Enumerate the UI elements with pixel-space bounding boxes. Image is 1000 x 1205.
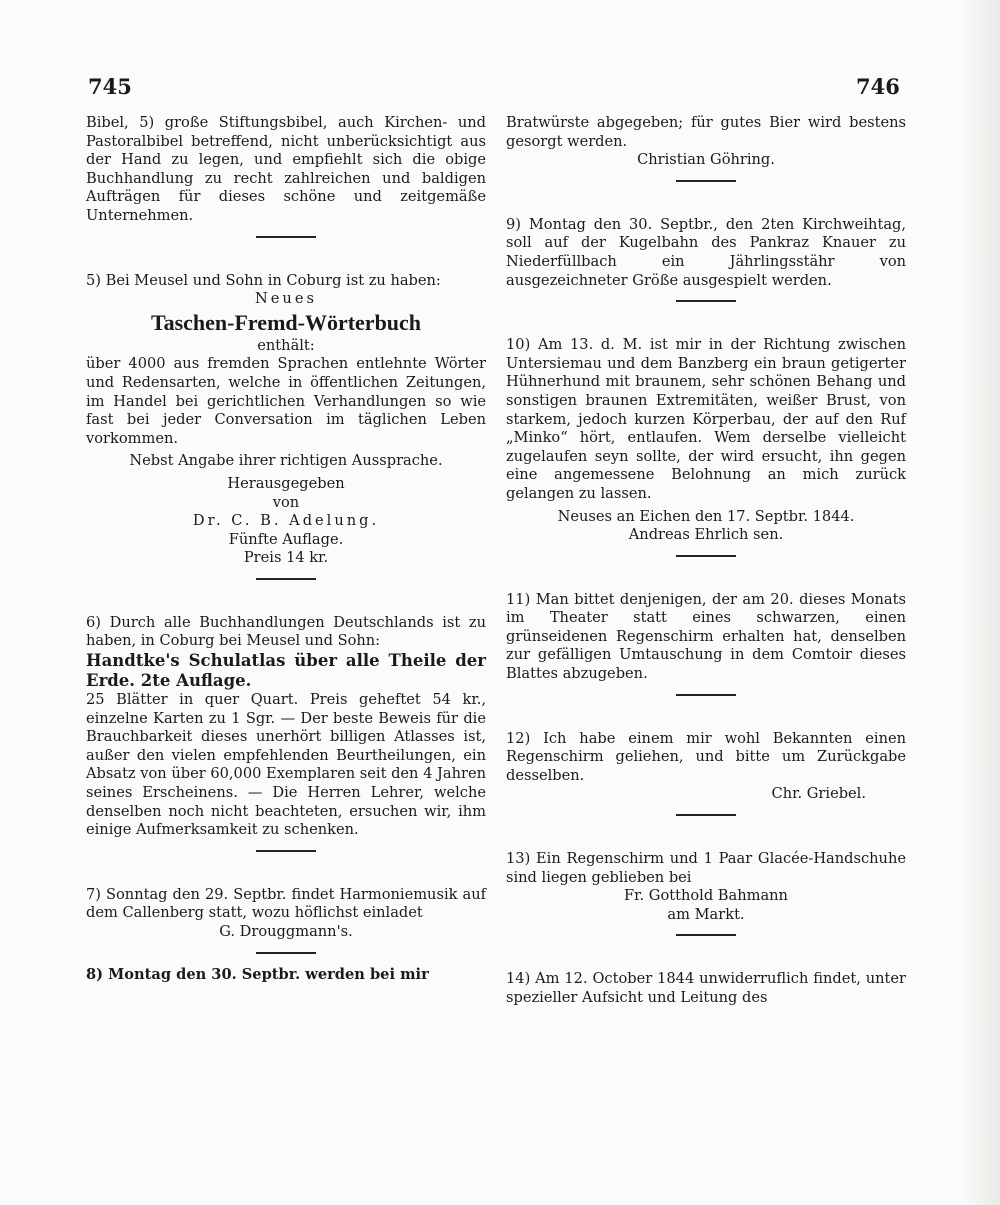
ad-13-body: 13) Ein Regenschirm und 1 Paar Glacée-Handschuhe sind liegen geblieben bei (506, 850, 906, 886)
ad-13-signature-2: am Markt. (667, 905, 745, 923)
ad-8-signature: Christian Göhring. (637, 151, 775, 169)
page-number-right: 746 (856, 74, 900, 99)
ad-5-herausgegeben: Herausgegeben (227, 474, 345, 492)
separator-rule (676, 934, 736, 936)
separator-rule (676, 555, 736, 557)
ad-10-place-date: Neuses an Eichen den 17. Septbr. 1844. (557, 507, 855, 525)
separator-rule (256, 952, 316, 954)
ad-5-enthaelt: enthält: (257, 336, 315, 354)
intro-paragraph: Bibel, 5) große Stiftungsbibel, auch Kirchen- und Pastoralbibel betreffend, nicht unberücksichtigt aus der Hand zu legen, und empfiehlt sich die obige Buchhandlung zu recht zahlreichen und baldigen Aufträgen für dieses schöne und zeitgemäße Unternehmen. (86, 114, 486, 224)
ad-5-edition: Fünfte Auflage. (228, 530, 344, 548)
ad-6-title: Handtke's Schulatlas über alle Theile der Erde. 2te Auflage. (86, 651, 486, 691)
ad-10-body: 10) Am 13. d. M. ist mir in der Richtung zwischen Untersiemau und dem Banzberg ein braun getigerter Hühnerhund mit braunem, sehr schönen Behang und sonstigen braunen Extremitäten, weißer Brust, von starkem, jedoch kurzen Körperbau, der auf den Ruf „Minko“ hört, entlaufen. Wem derselbe vielleicht zugelaufen seyn sollte, der wird ersucht, ihn gegen eine angemessene Belohnung an mich zurück gelangen zu lassen. (506, 336, 906, 502)
ad-8-start: 8) Montag den 30. Septbr. werden bei mir (86, 965, 429, 983)
ad-7-signature: G. Drouggmann's. (219, 923, 353, 940)
ad-5-body: über 4000 aus fremden Sprachen entlehnte Wörter und Redensarten, welche in öffentlichen Zeitungen, im Handel bei gerichtlichen Verhandlungen so wie fast bei jeder Conversation im täglichen Leben vorkommen. (86, 355, 486, 447)
ad-12-signature: Chr. Griebel. (771, 785, 866, 803)
ad-5-nebst: Nebst Angabe ihrer richtigen Aussprache. (129, 452, 443, 470)
ad-7-body: 7) Sonntag den 29. Septbr. findet Harmoniemusik auf dem Callenberg statt, wozu höflichst einladet (86, 885, 486, 922)
ad-13-signature-1: Fr. Gotthold Bahmann (624, 887, 788, 905)
ad-9-body: 9) Montag den 30. Septbr., den 2ten Kirchweihtag, soll auf der Kugelbahn des Pankraz Knauer zu Niederfüllbach ein Jährlingsstähr von ausgezeichneter Größe ausgespielt werden. (506, 215, 906, 289)
ad-5-title: Taschen-Fremd-Wörterbuch (150, 309, 422, 335)
ad-5-author: Dr. C. B. Adelung. (192, 512, 380, 530)
ad-10-signature: Andreas Ehrlich sen. (628, 526, 784, 544)
separator-rule (676, 694, 736, 696)
ad-5-price: Preis 14 kr. (243, 549, 329, 567)
page-number-left: 745 (88, 74, 132, 99)
separator-rule (676, 814, 736, 816)
ad-14-start: 14) Am 12. October 1844 unwiderruflich findet, unter spezieller Aufsicht und Leitung des (506, 970, 906, 1006)
ad-12-body: 12) Ich habe einem mir wohl Bekannten einen Regenschirm geliehen, und bitte um Zurückgabe desselben. (506, 729, 906, 784)
ad-6-body: 25 Blätter in quer Quart. Preis geheftet 54 kr., einzelne Karten zu 1 Sgr. — Der beste Beweis für die Brauchbarkeit dieses unerhört billigen Atlasses ist, außer den vielen empfehlenden Beurtheilungen, ein Absatz von über 60,000 Exemplaren seit den 4 Jahren seines Erscheinens. — Die Herren Lehrer, welche denselben noch nicht beachteten, ersuchen wir, ihm einige Aufmerksamkeit zu schenken. (86, 691, 486, 839)
ad-5-von: von (272, 493, 300, 511)
ad-6-intro: 6) Durch alle Buchhandlungen Deutschlands ist zu haben, in Coburg bei Meusel und Sohn: (86, 613, 486, 650)
separator-rule (256, 850, 316, 852)
ad-5-intro: 5) Bei Meusel und Sohn in Coburg ist zu haben: (86, 271, 441, 289)
ad-5-neues: Neues (255, 290, 317, 308)
separator-rule (256, 236, 316, 238)
left-column (86, 114, 486, 984)
separator-rule (676, 180, 736, 182)
ad-8-continued: Bratwürste abgegeben; für gutes Bier wird bestens gesorgt werden. (506, 114, 906, 150)
right-column (506, 114, 906, 1008)
separator-rule (256, 578, 316, 580)
page-edge-shadow (960, 0, 1000, 1205)
ad-11-body: 11) Man bittet denjenigen, der am 20. dieses Monats im Theater statt eines schwarzen, einen grünseidenen Regenschirm erhalten hat, denselben zur gefälligen Umtauschung in dem Comtoir dieses Blattes abzugeben. (506, 590, 906, 683)
separator-rule (676, 300, 736, 302)
